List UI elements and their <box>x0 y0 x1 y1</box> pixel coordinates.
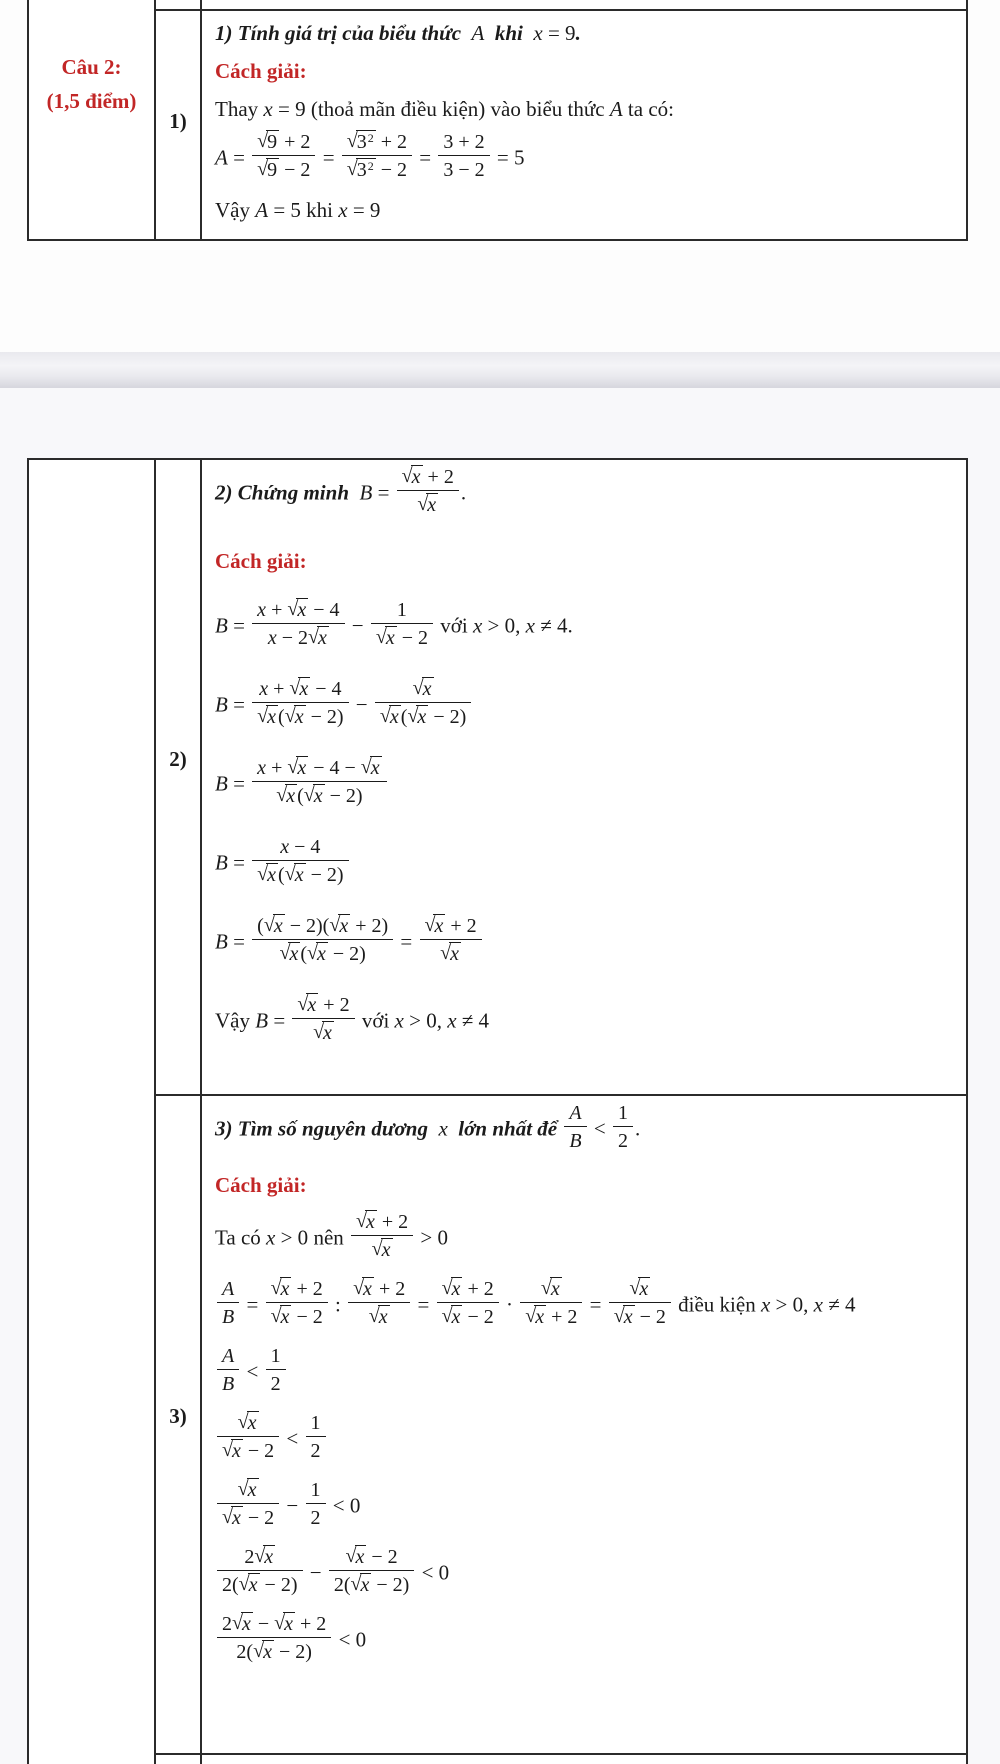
part3-content <box>202 1096 966 1755</box>
formula-line: A = $\frac{√9 + 2}{√9 - 2}$ = $\frac{√3^2 + 2}{√3^2 - 2}$ = $\frac{3 + 2}{3 - 2}$ = 5 <box>215 130 525 181</box>
question-label-cell <box>29 11 156 239</box>
formula-line: $\frac{A}{B}$ < $\frac{1}{2}$ <box>215 1347 288 1400</box>
formula-line: $\frac{√x}{√x - 2}$ − $\frac{1}{2}$ < 0 <box>215 1481 360 1534</box>
formula-line: B = $\frac{x - 4}{√x (√x - 2)}$ <box>215 838 351 891</box>
method-label: Cách giải: <box>215 59 307 83</box>
table-row-part1 <box>29 11 966 239</box>
question-label-cell-empty <box>29 460 156 1096</box>
method-label: Cách giải: <box>215 549 307 573</box>
part3-number: 3) <box>169 1404 187 1428</box>
table-row-part2 <box>29 460 966 1096</box>
part2-number-cell <box>156 460 202 1096</box>
formula-line: B = $\frac{x + √x - 4}{√x (√x - 2)}$ − $\frac{√x}{√x (√x - 2)}$ <box>215 680 473 733</box>
formula-line: Thay x = 9 (thoả mãn điều kiện) vào biểu thức A ta có: <box>215 97 674 121</box>
formula-line: $\frac{2√x}{2(√x - 2)}$ − $\frac{√x - 2}{2(√x - 2)}$ < 0 <box>215 1548 449 1601</box>
problem-statement: 1) Tính giá trị của biểu thức A khi x = 9. <box>215 21 581 45</box>
part2-number: 2) <box>169 746 187 771</box>
table-row-next-cropped <box>29 1755 966 1764</box>
method-label: Cách giải: <box>215 1173 307 1197</box>
part2-content <box>202 460 966 1096</box>
part1-content <box>202 11 966 239</box>
part3-number-cell <box>156 1096 202 1755</box>
formula-line: B = $\frac{x + √x - 4 - √x}{√x (√x - 2)}$ <box>215 759 389 812</box>
table-row-part3 <box>29 1096 966 1755</box>
formula-line: Vậy B = $\frac{√x + 2}{√x}$ với x > 0, x ≠ 4 <box>215 993 490 1044</box>
part1-number: 1) <box>169 109 187 133</box>
page-break-separator <box>0 352 1000 388</box>
formula-line: $\frac{√x}{√x - 2}$ < $\frac{1}{2}$ <box>215 1414 328 1467</box>
question-number: Câu 2: <box>61 55 122 79</box>
formula-line: Vậy A = 5 khi x = 9 <box>215 198 381 222</box>
formula-line: B = $\frac{(√x - 2)(√x + 2)}{√x (√x - 2)}$ = $\frac{√x + 2}{√x}$ <box>215 917 484 970</box>
solution-table-page2 <box>27 458 968 1764</box>
solution-table-page1 <box>27 0 968 241</box>
part1-number-cell <box>156 11 202 239</box>
formula-line: B = $\frac{x + √x - 4}{x - 2√x}$ − $\frac{1}{√x - 2}$ với x > 0, x ≠ 4. <box>215 598 573 649</box>
question-points: (1,5 điểm) <box>46 89 137 113</box>
table-row-cropped <box>29 0 966 11</box>
problem-statement: 2) Chứng minh B = $\frac{√x + 2}{√x}$ . <box>215 465 467 516</box>
problem-statement: 3) Tìm số nguyên dương x lớn nhất để $\frac{A}{B}$ < $\frac{1}{2}$ . <box>215 1102 641 1152</box>
formula-line: $\frac{A}{B}$ = $\frac{√x + 2}{√x - 2}$ : $\frac{√x + 2}{√x}$ = $\frac{√x + 2}{√x - 2}$ · $\frac{√x}{√x + 2}$ = $\frac{√x}{√x - 2}$ điều kiện x > 0, x ≠ 4 <box>215 1280 856 1333</box>
formula-line: $\frac{2√x - √x + 2}{2(√x - 2)}$ < 0 <box>215 1615 366 1668</box>
formula-line: Ta có x > 0 nên $\frac{√x + 2}{√x}$ > 0 <box>215 1210 449 1261</box>
